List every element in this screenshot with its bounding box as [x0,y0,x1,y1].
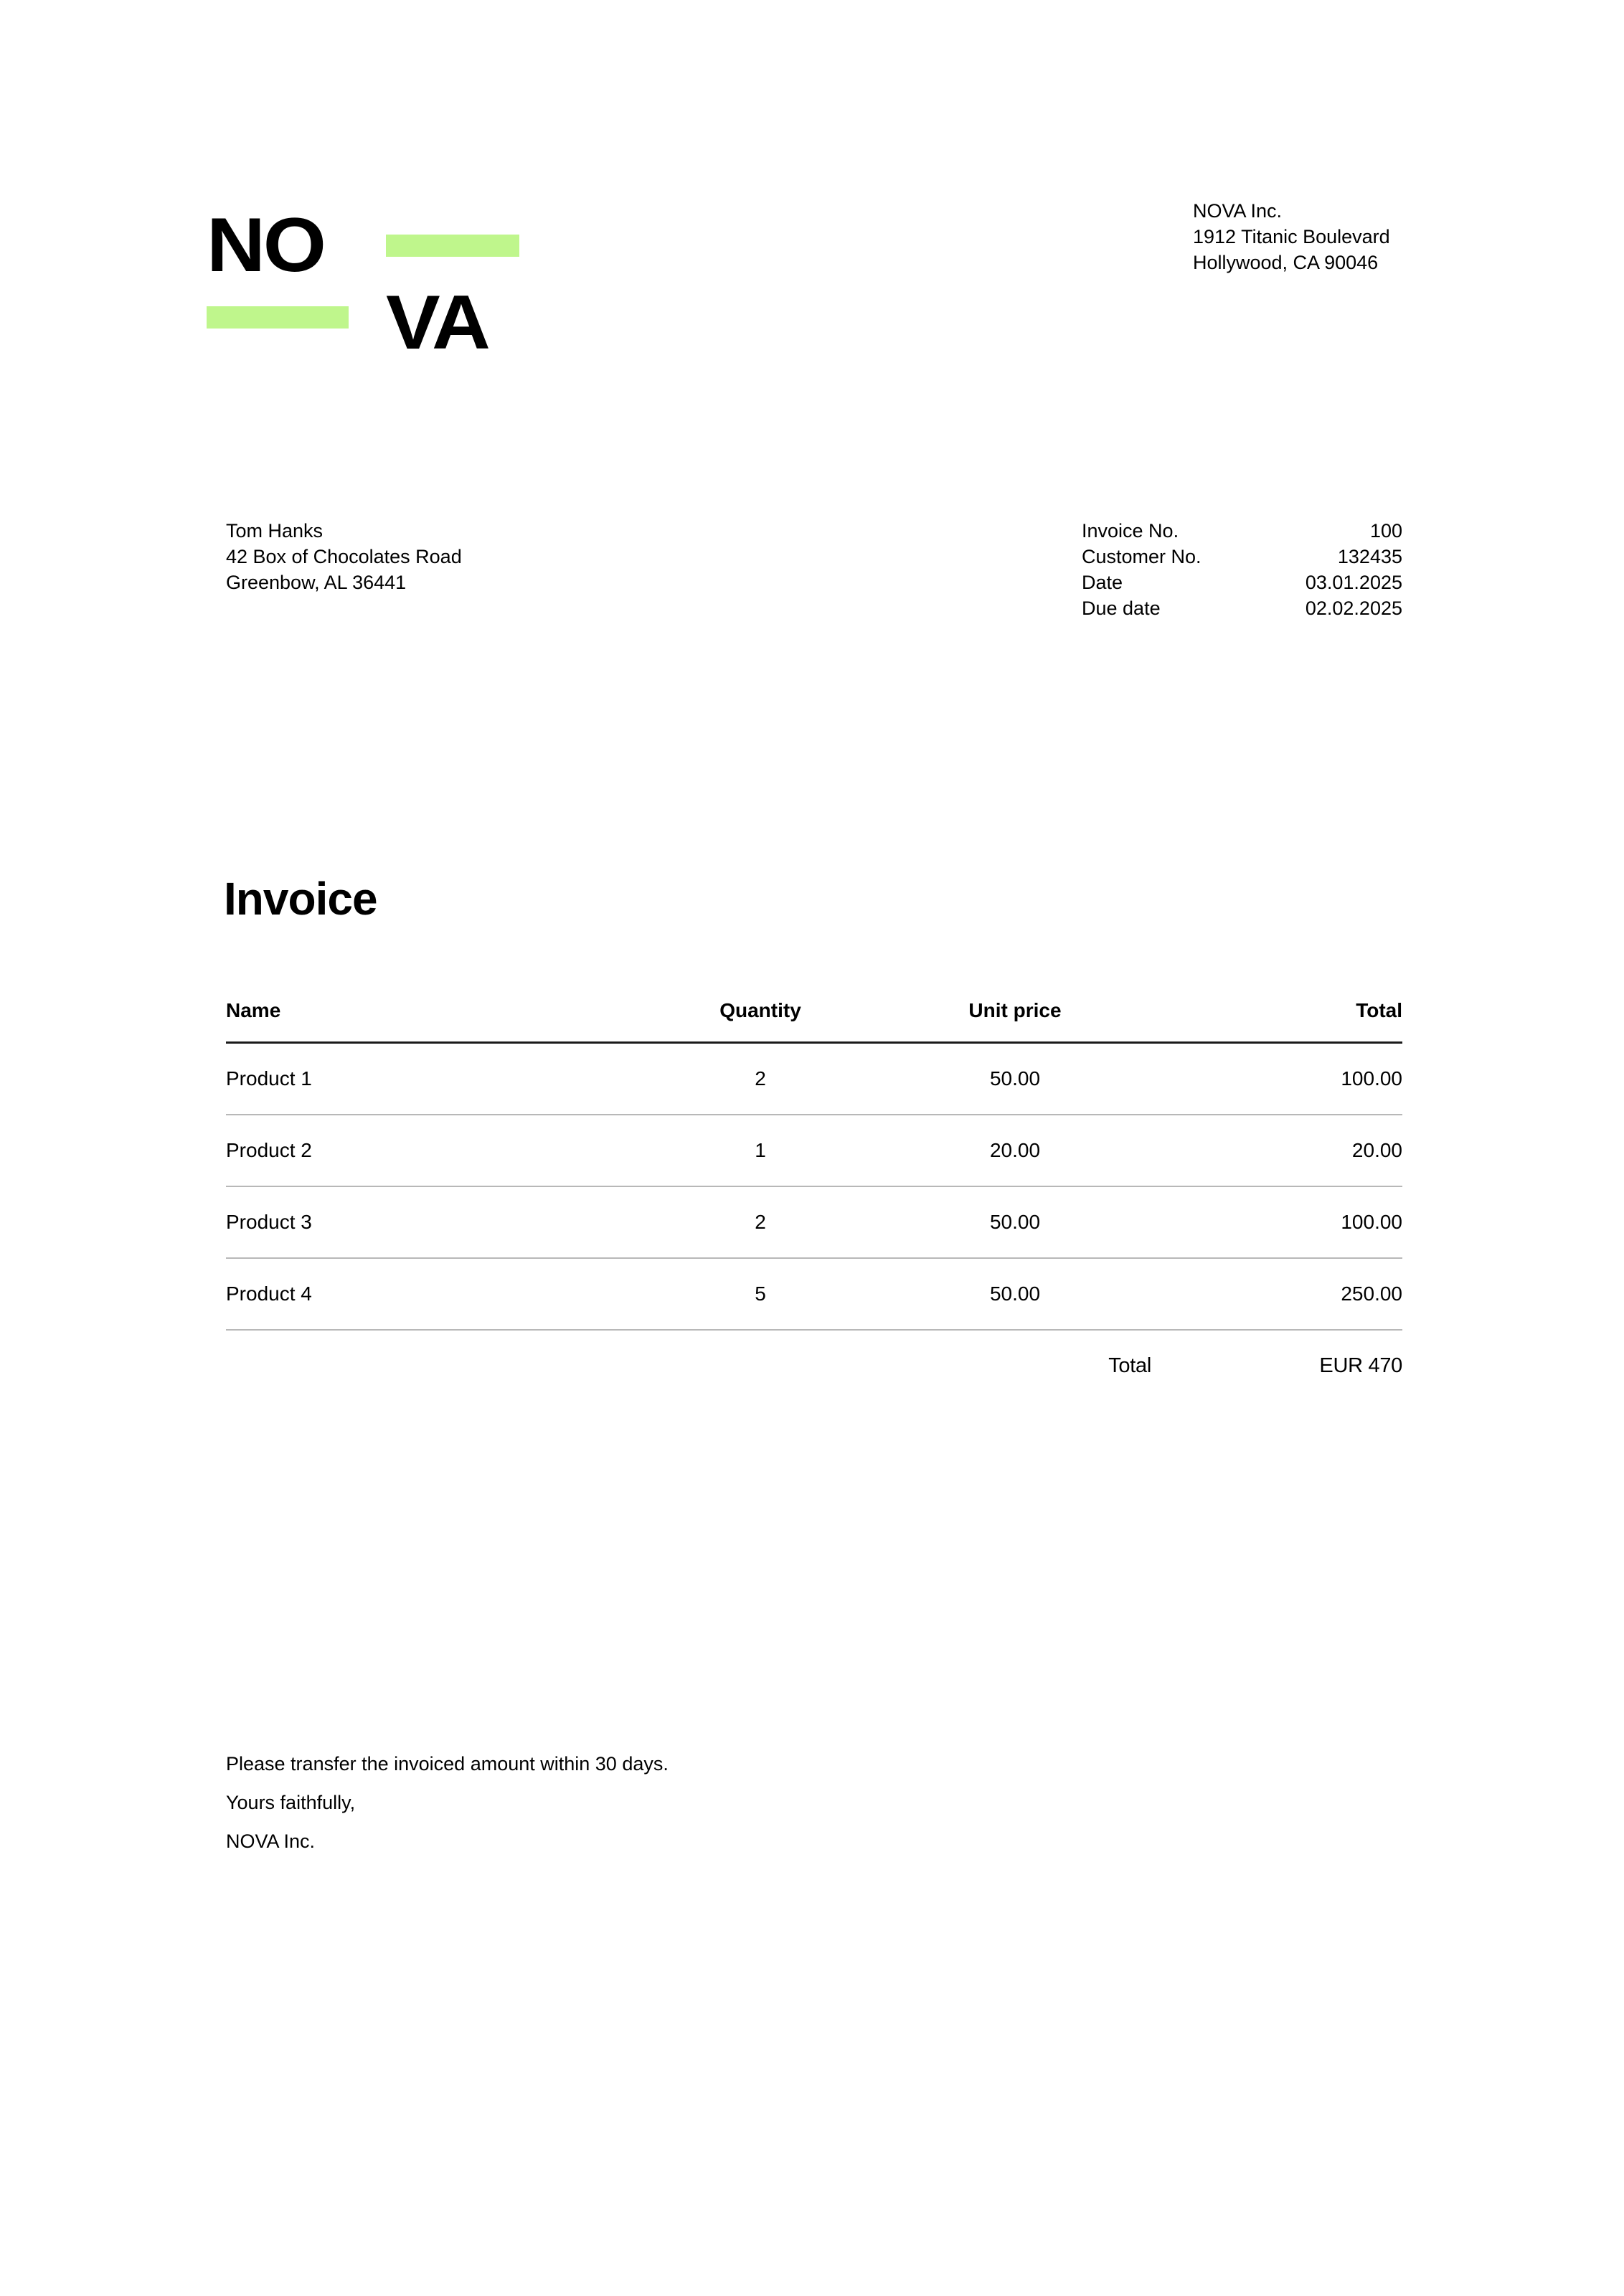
logo-cell-va [373,278,519,365]
company-street: 1912 Titanic Boulevard [1193,226,1390,247]
company-address-block [1193,198,1390,275]
cell-total: 20.00 [1151,1115,1402,1186]
totals-spacer-quantity [642,1330,879,1401]
line-items-table [226,988,1402,1401]
invoice-header [0,0,1624,402]
meta-row-customer-no [1082,544,1402,570]
meta-label-due-date: Due date [1082,597,1161,619]
totals-value: EUR 470 [1319,1353,1402,1377]
page-title: Invoice [224,872,377,925]
table-row [226,1115,1402,1186]
footer-closing: Yours faithfully, [226,1792,356,1813]
meta-label-date: Date [1082,572,1123,593]
nova-logo [207,202,519,365]
totals-label: Total [1108,1353,1151,1377]
meta-row-date [1082,570,1402,595]
table-row [226,1043,1402,1115]
column-header-unit-price: Unit price [879,988,1151,1043]
customer-name: Tom Hanks [226,520,324,542]
meta-value-invoice-no: 100 [1369,520,1402,542]
column-header-total: Total [1151,988,1402,1043]
meta-value-customer-no: 132435 [1337,546,1402,567]
cell-total: 100.00 [1151,1043,1402,1115]
meta-value-due-date: 02.02.2025 [1305,597,1402,619]
cell-quantity: 2 [642,1186,879,1258]
invoice-meta-block [1082,518,1402,621]
cell-quantity: 5 [642,1258,879,1330]
table-totals-row [226,1330,1402,1401]
table-row [226,1186,1402,1258]
cell-unit-price: 20.00 [879,1115,1151,1186]
meta-label-invoice-no: Invoice No. [1082,520,1179,542]
footer-payment-terms: Please transfer the invoiced amount within 30 days. [226,1753,669,1775]
totals-spacer-name [226,1330,642,1401]
cell-total: 100.00 [1151,1186,1402,1258]
footer-signature: NOVA Inc. [226,1830,316,1852]
cell-name: Product 3 [226,1186,642,1258]
logo-text-va: VA [386,278,488,365]
meta-row-due-date [1082,595,1402,621]
company-city: Hollywood, CA 90046 [1193,252,1379,273]
cell-unit-price: 50.00 [879,1043,1151,1115]
column-header-name: Name [226,988,642,1043]
footer-block [226,1744,669,1861]
company-name: NOVA Inc. [1193,200,1283,222]
meta-value-date: 03.01.2025 [1305,572,1402,593]
logo-cell-bar-top-right [373,209,519,281]
cell-name: Product 2 [226,1115,642,1186]
cell-name: Product 1 [226,1043,642,1115]
customer-street: 42 Box of Chocolates Road [226,546,462,567]
logo-text-no: NO [207,202,324,288]
meta-row-invoice-no [1082,518,1402,544]
table-row [226,1258,1402,1330]
logo-cell-bar-bottom-left [207,281,373,353]
cell-quantity: 2 [642,1043,879,1115]
table-body [226,1043,1402,1402]
table-header [226,988,1402,1043]
column-header-quantity: Quantity [642,988,879,1043]
table-header-row [226,988,1402,1043]
logo-cell-no [207,202,373,288]
cell-quantity: 1 [642,1115,879,1186]
logo-accent-bar-top [386,235,519,257]
logo-accent-bar-bottom [207,306,349,329]
cell-total: 250.00 [1151,1258,1402,1330]
customer-address-block [226,518,462,595]
cell-unit-price: 50.00 [879,1258,1151,1330]
meta-label-customer-no: Customer No. [1082,546,1202,567]
cell-name: Product 4 [226,1258,642,1330]
cell-unit-price: 50.00 [879,1186,1151,1258]
customer-city: Greenbow, AL 36441 [226,572,407,593]
